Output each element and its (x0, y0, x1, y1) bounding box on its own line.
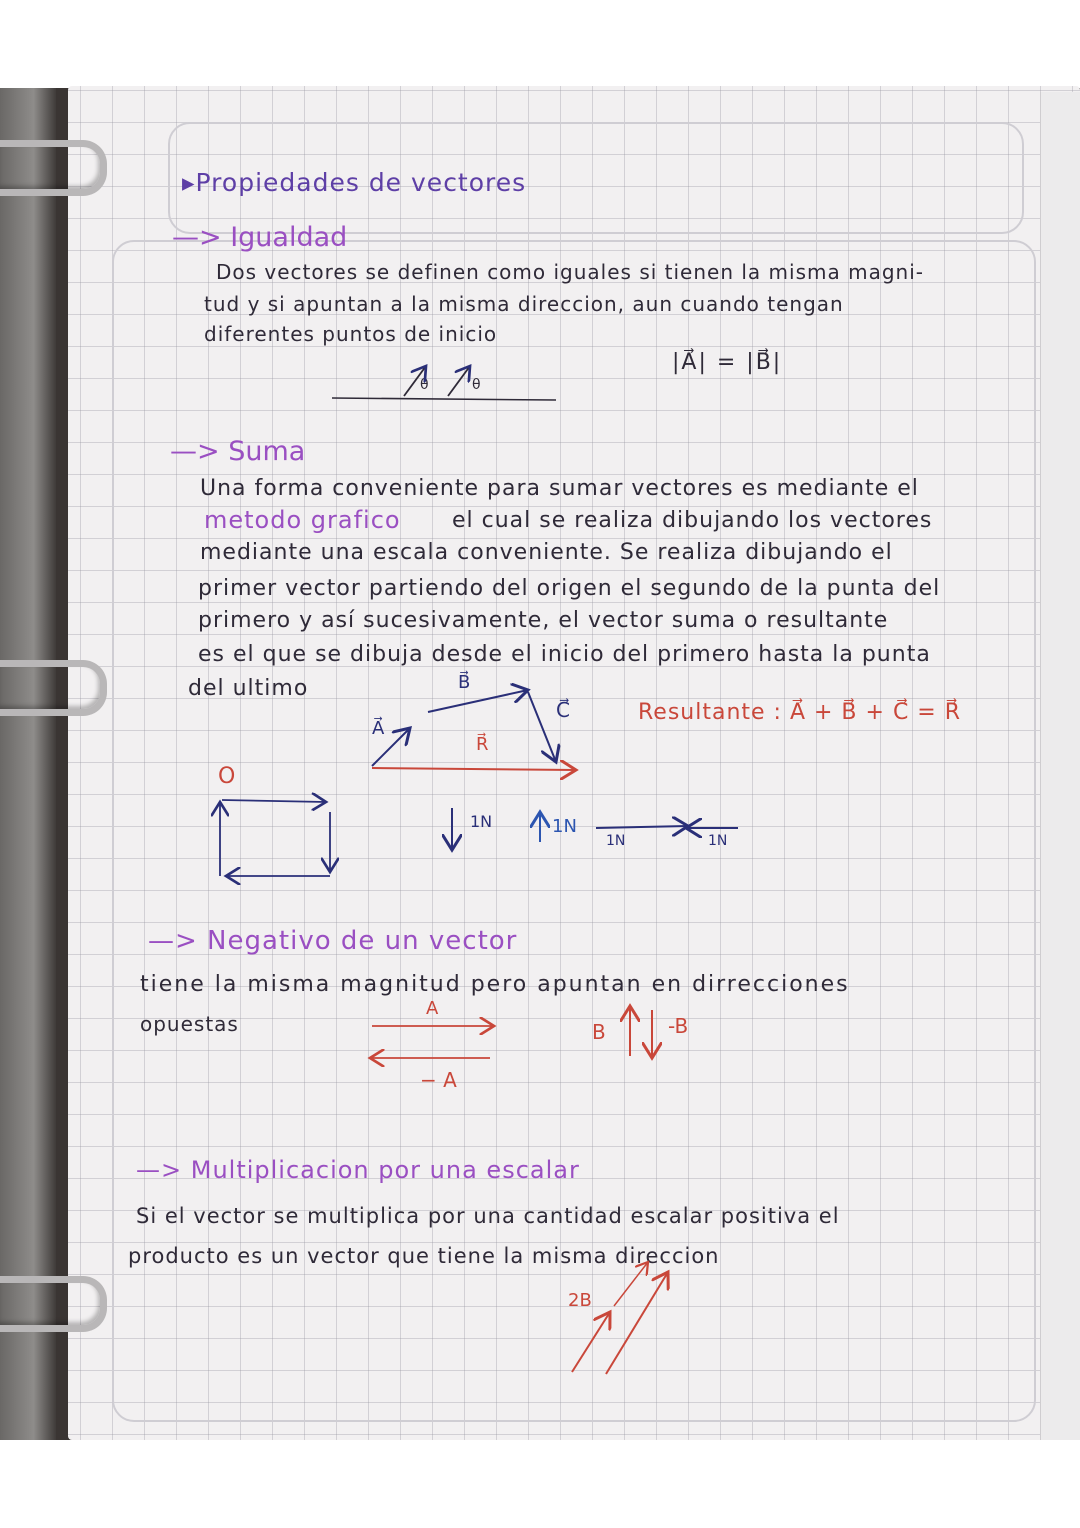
negative-vector-diagram (370, 1006, 652, 1058)
unit-vectors (452, 808, 738, 850)
suma-line-2: el cual se realiza dibujando los vectores (452, 508, 933, 533)
vector-r-label: R⃗ (476, 734, 489, 755)
suma-line-1: Una forma conveniente para sumar vectores es mediante el (200, 476, 919, 501)
igualdad-diagram (332, 366, 556, 400)
negativo-line-2: opuestas (140, 1012, 239, 1036)
igualdad-equation: |A⃗| = |B⃗| (672, 350, 783, 375)
multiplicacion-line-2: producto es un vector que tiene la misma direccion (128, 1244, 720, 1268)
igualdad-heading: —> Igualdad (172, 222, 348, 253)
igualdad-line-3: diferentes puntos de inicio (204, 322, 498, 346)
vector-b-positive-label: B (592, 1020, 606, 1044)
multiplicacion-heading: —> Multiplicacion por una escalar (136, 1156, 580, 1184)
suma-line-5: primero y así sucesivamente, el vector suma o resultante (198, 608, 889, 633)
suma-line-4: primer vector partiendo del origen el segundo de la punta del (198, 576, 941, 601)
suma-heading: —> Suma (170, 436, 306, 467)
unit-label-right: 1N (606, 833, 626, 849)
suma-line-3: mediante una escala conveniente. Se realiza dibujando el (200, 540, 893, 565)
vector-2b-label: 2B (568, 1290, 592, 1311)
unit-label-down: 1N (470, 812, 493, 831)
vector-b-label: B⃗ (458, 672, 471, 693)
vector-a-positive-label: A (426, 998, 439, 1019)
theta-label-1: θ (420, 377, 429, 393)
suma-line-6: es el que se dibuja desde el inicio del primero hasta la punta (198, 642, 931, 667)
rectangle-path-diagram (220, 800, 330, 876)
page-title: ▸Propiedades de vectores (182, 168, 527, 197)
negativo-line-1: tiene la misma magnitud pero apuntan en dirrecciones (140, 972, 850, 997)
unit-label-up: 1N (552, 816, 577, 837)
igualdad-line-1: Dos vectores se definen como iguales si tienen la misma magni- (216, 260, 924, 284)
negativo-heading: —> Negativo de un vector (148, 926, 518, 956)
scalar-multiplication-diagram (572, 1262, 668, 1374)
suma-line-7: del ultimo (188, 676, 309, 701)
vector-a-negative-label: − A (420, 1068, 457, 1092)
suma-vector-diagram (372, 690, 576, 770)
vector-b-negative-label: -B (668, 1014, 689, 1038)
unit-label-left: 1N (708, 833, 728, 849)
theta-label-2: θ (472, 377, 481, 393)
igualdad-line-2: tud y si apuntan a la misma direccion, aun cuando tengan (204, 292, 844, 316)
metodo-grafico-highlight: metodo grafico (204, 506, 401, 534)
multiplicacion-line-1: Si el vector se multiplica por una cantidad escalar positiva el (136, 1204, 840, 1228)
resultante-equation: Resultante : A⃗ + B⃗ + C⃗ = R⃗ (638, 700, 962, 725)
vector-a-label: A⃗ (372, 718, 385, 739)
vector-c-label: C⃗ (556, 698, 570, 722)
origin-label: O (218, 764, 236, 789)
